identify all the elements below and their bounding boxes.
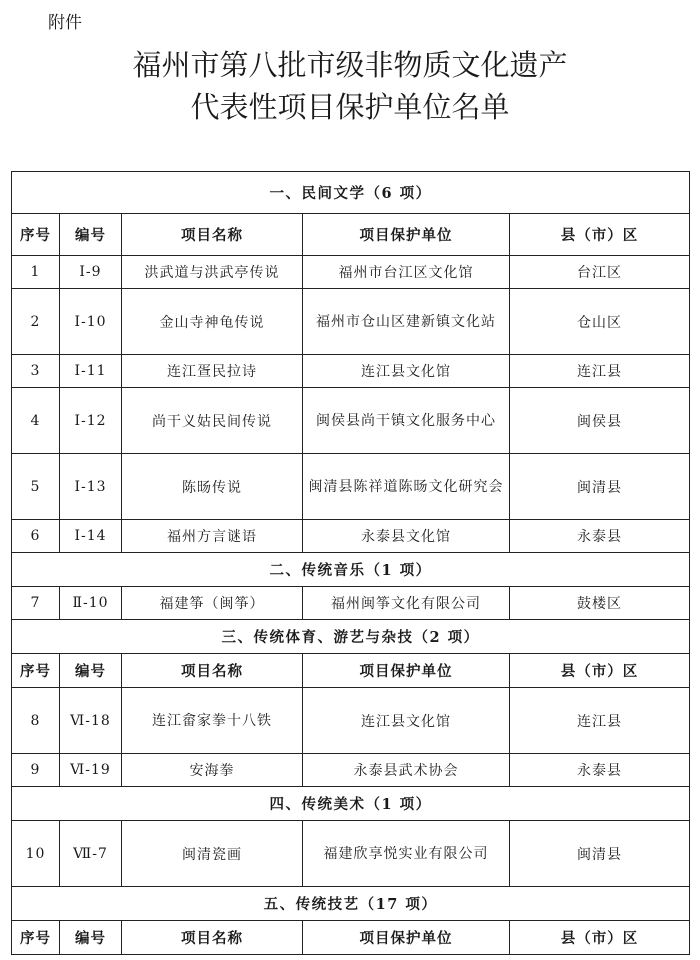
cell-seq: 3 bbox=[12, 355, 60, 388]
cell-seq: 8 bbox=[12, 688, 60, 754]
header-code: 编号 bbox=[60, 214, 122, 256]
header-row bbox=[12, 214, 690, 256]
section-title: 一、民间文学（6 项） bbox=[12, 172, 690, 214]
header-code: 编号 bbox=[60, 654, 122, 688]
cell-name: 连江畲家拳十八铁 bbox=[122, 688, 303, 754]
cell-name: 尚干义姑民间传说 bbox=[122, 388, 303, 454]
cell-county: 永泰县 bbox=[510, 520, 690, 553]
header-unit: 项目保护单位 bbox=[303, 921, 510, 955]
header-row bbox=[12, 921, 690, 955]
section-title: 五、传统技艺（17 项） bbox=[12, 887, 690, 921]
cell-code: Ⅰ-10 bbox=[60, 289, 122, 355]
cell-unit: 永泰县文化馆 bbox=[303, 520, 510, 553]
cell-code: Ⅵ-18 bbox=[60, 688, 122, 754]
cell-code: Ⅰ-13 bbox=[60, 454, 122, 520]
cell-seq: 2 bbox=[12, 289, 60, 355]
cell-seq: 10 bbox=[12, 821, 60, 887]
cell-unit: 福州市仓山区建新镇文化站 bbox=[303, 289, 510, 355]
header-seq: 序号 bbox=[12, 921, 60, 955]
cell-county: 仓山区 bbox=[510, 289, 690, 355]
cell-name: 福州方言谜语 bbox=[122, 520, 303, 553]
cell-seq: 4 bbox=[12, 388, 60, 454]
section-row bbox=[12, 620, 690, 654]
cell-name: 陈旸传说 bbox=[122, 454, 303, 520]
cell-name: 洪武道与洪武亭传说 bbox=[122, 256, 303, 289]
cell-county: 闽清县 bbox=[510, 821, 690, 887]
cell-seq: 9 bbox=[12, 754, 60, 787]
cell-code: Ⅰ-9 bbox=[60, 256, 122, 289]
section-row bbox=[12, 787, 690, 821]
table-row bbox=[12, 821, 690, 887]
header-county: 县（市）区 bbox=[510, 654, 690, 688]
cell-unit: 福州市台江区文化馆 bbox=[303, 256, 510, 289]
cell-county: 闽清县 bbox=[510, 454, 690, 520]
attachment-label: 附件 bbox=[48, 13, 82, 33]
section-title: 三、传统体育、游艺与杂技（2 项） bbox=[12, 620, 690, 654]
document-title-line2: 代表性项目保护单位名单 bbox=[190, 90, 510, 124]
header-unit: 项目保护单位 bbox=[303, 654, 510, 688]
cell-code: Ⅰ-11 bbox=[60, 355, 122, 388]
section-row bbox=[12, 887, 690, 921]
header-county: 县（市）区 bbox=[510, 921, 690, 955]
cell-county: 连江县 bbox=[510, 688, 690, 754]
header-seq: 序号 bbox=[12, 214, 60, 256]
table-row bbox=[12, 754, 690, 787]
project-table bbox=[11, 171, 690, 955]
cell-unit: 闽侯县尚干镇文化服务中心 bbox=[303, 388, 510, 454]
cell-county: 鼓楼区 bbox=[510, 587, 690, 620]
cell-seq: 5 bbox=[12, 454, 60, 520]
cell-county: 永泰县 bbox=[510, 754, 690, 787]
table-row bbox=[12, 256, 690, 289]
header-county: 县（市）区 bbox=[510, 214, 690, 256]
cell-county: 台江区 bbox=[510, 256, 690, 289]
section-row bbox=[12, 172, 690, 214]
table-row bbox=[12, 587, 690, 620]
table-row bbox=[12, 289, 690, 355]
table-row bbox=[12, 688, 690, 754]
cell-seq: 1 bbox=[12, 256, 60, 289]
section-title: 二、传统音乐（1 项） bbox=[12, 553, 690, 587]
cell-unit: 永泰县武术协会 bbox=[303, 754, 510, 787]
cell-name: 连江疍民拉诗 bbox=[122, 355, 303, 388]
cell-code: Ⅶ-7 bbox=[60, 821, 122, 887]
cell-unit: 连江县文化馆 bbox=[303, 688, 510, 754]
header-unit: 项目保护单位 bbox=[303, 214, 510, 256]
table-row bbox=[12, 355, 690, 388]
cell-unit: 福建欣享悦实业有限公司 bbox=[303, 821, 510, 887]
cell-code: Ⅵ-19 bbox=[60, 754, 122, 787]
section-row bbox=[12, 553, 690, 587]
header-code: 编号 bbox=[60, 921, 122, 955]
cell-unit: 福州闽筝文化有限公司 bbox=[303, 587, 510, 620]
cell-name: 安海拳 bbox=[122, 754, 303, 787]
table-row bbox=[12, 454, 690, 520]
cell-name: 闽清瓷画 bbox=[122, 821, 303, 887]
cell-name: 金山寺神龟传说 bbox=[122, 289, 303, 355]
header-row bbox=[12, 654, 690, 688]
cell-seq: 7 bbox=[12, 587, 60, 620]
header-name: 项目名称 bbox=[122, 214, 303, 256]
cell-code: Ⅱ-10 bbox=[60, 587, 122, 620]
table-row bbox=[12, 388, 690, 454]
cell-county: 闽侯县 bbox=[510, 388, 690, 454]
document-title-line1: 福州市第八批市级非物质文化遗产 bbox=[132, 48, 568, 82]
cell-code: Ⅰ-14 bbox=[60, 520, 122, 553]
cell-seq: 6 bbox=[12, 520, 60, 553]
header-name: 项目名称 bbox=[122, 654, 303, 688]
table-row bbox=[12, 520, 690, 553]
header-seq: 序号 bbox=[12, 654, 60, 688]
cell-code: Ⅰ-12 bbox=[60, 388, 122, 454]
cell-unit: 闽清县陈祥道陈旸文化研究会 bbox=[303, 454, 510, 520]
cell-unit: 连江县文化馆 bbox=[303, 355, 510, 388]
section-title: 四、传统美术（1 项） bbox=[12, 787, 690, 821]
header-name: 项目名称 bbox=[122, 921, 303, 955]
cell-name: 福建筝（闽筝） bbox=[122, 587, 303, 620]
cell-county: 连江县 bbox=[510, 355, 690, 388]
